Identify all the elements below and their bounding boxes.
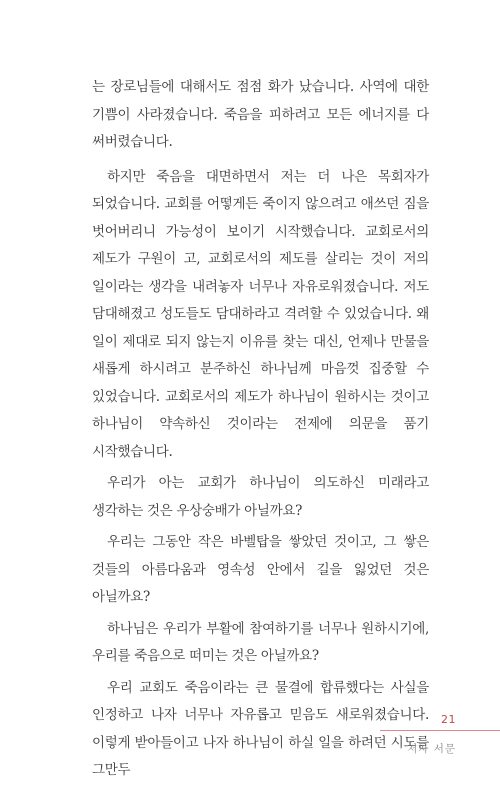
- paragraph-facing-death: 하지만 죽음을 대면하면서 저는 더 나은 목회자가 되었습니다. 교회를 어떻게든 죽이지 않으려고 애쓰던 짐을 벗어버리니 가능성이 보이기 시작했습니다. 교회로서의 제도가 구원이 고, 교회로서의 제도를 살리는 것이 저의 일이라는 생각을 내려놓자 너무나 자유로워졌습니다. 저도 담대해졌고 성도들도 담대하라고 격려할 수 있었습니다. 왜 일이 제대로 되지 않는지 이유를 찾는 대신, 언제나 만물을 새롭게 하시려고 분주하신 하나님께 마음껏 집중할 수 있었습니다. 교회로서의 제도가 하나님이 원하시는 것이고 하나님이 약속하신 것이라는 전제에 의문을 품기 시작했습니다.: [92, 168, 429, 460]
- paragraph-freedom: 우리 교회도 죽음이라는 큰 물결에 합류했다는 사실을 인정하고 나자 너무나 자유롭고 믿음도 새로워졌습니다. 이렇게 받아들이고 나자 하나님이 하실 일을 하려던 시도를 그만두: [92, 679, 429, 778]
- paragraph-question-resurrection: 하나님은 우리가 부활에 참여하기를 너무나 원하시기에, 우리를 죽음으로 떠미는 것은 아닐까요?: [92, 620, 429, 664]
- page-number: 21: [441, 713, 456, 726]
- body-text: [92, 74, 429, 785]
- footer-divider: [380, 730, 500, 731]
- paragraph-continued: 는 장로님들에 대해서도 점점 화가 났습니다. 사역에 대한 기쁨이 사라졌습니다. 죽음을 피하려고 모든 에너지를 다 써버렸습니다.: [92, 79, 429, 150]
- paragraph-question-babel: 우리는 그동안 작은 바벨탑을 쌓았던 것이고, 그 쌓은 것들의 아름다움과 영속성 안에서 길을 잃었던 것은 아닐까요?: [92, 534, 429, 605]
- paragraph-question-idolatry: 우리가 아는 교회가 하나님이 의도하신 미래라고 생각하는 것은 우상숭배가 아닐까요?: [92, 475, 429, 519]
- running-footer-title: 저자 서문: [407, 743, 456, 755]
